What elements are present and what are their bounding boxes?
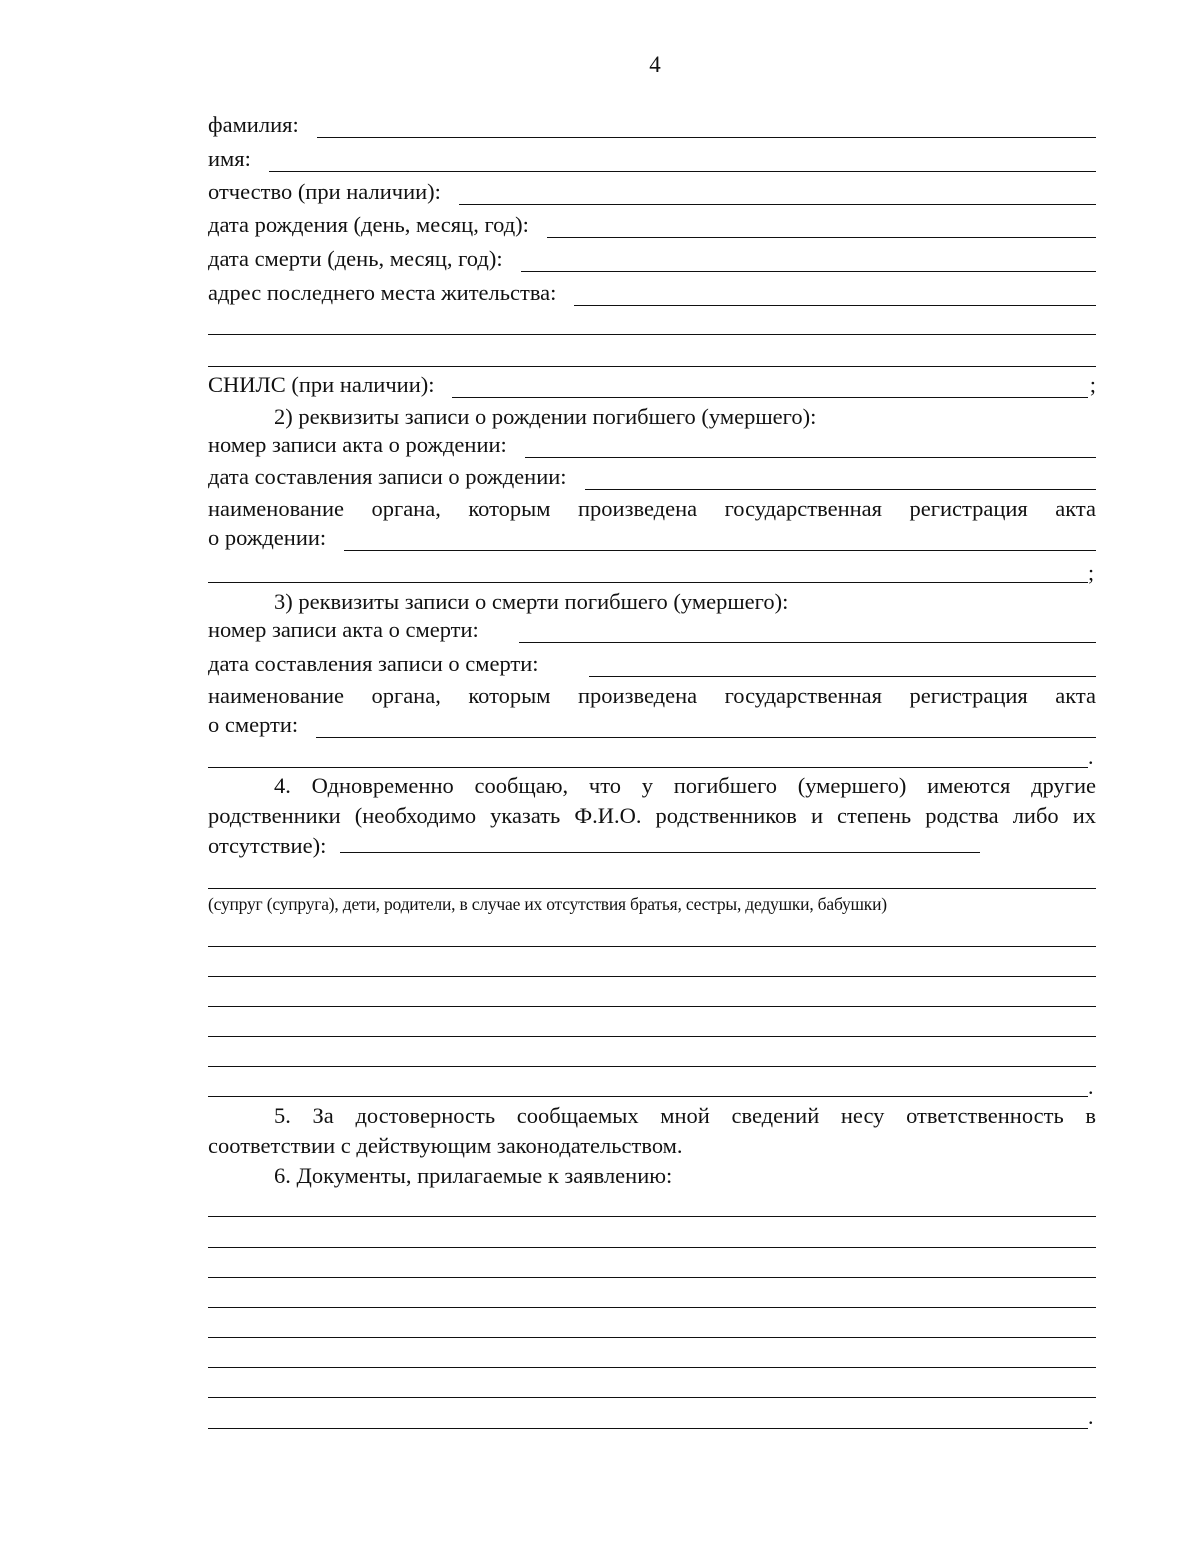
death-date-line[interactable] (521, 251, 1096, 272)
relatives-line-5[interactable] (208, 1006, 1096, 1007)
surname-field[interactable] (208, 112, 1096, 138)
name-line[interactable] (269, 151, 1096, 172)
death-record-number-label: номер записи акта о смерти: (208, 617, 479, 642)
documents-line-7[interactable] (208, 1397, 1096, 1398)
death-record-number-line[interactable] (519, 622, 1096, 643)
death-record-period: . (1088, 744, 1094, 769)
relatives-line-2[interactable] (208, 888, 1096, 889)
address-line-3[interactable] (208, 366, 1096, 367)
birth-record-heading: 2) реквизиты записи о рождении погибшего (умершего): (274, 404, 817, 429)
birth-record-number-line[interactable] (525, 437, 1096, 458)
documents-line-2[interactable] (208, 1247, 1096, 1248)
address-line-2[interactable] (208, 334, 1096, 335)
documents-label: 6. Документы, прилагаемые к заявлению: (274, 1163, 673, 1188)
documents-line-6[interactable] (208, 1367, 1096, 1368)
birth-date-label: дата рождения (день, месяц, год): (208, 212, 529, 237)
death-record-number-field[interactable] (208, 617, 1096, 643)
documents-line-4[interactable] (208, 1307, 1096, 1308)
name-field[interactable] (208, 146, 1096, 172)
birth-record-date-label: дата составления записи о рождении: (208, 464, 567, 489)
relatives-period: . (1088, 1074, 1094, 1099)
name-label: имя: (208, 146, 251, 171)
snils-line[interactable] (452, 377, 1087, 398)
death-date-field[interactable] (208, 246, 1096, 272)
documents-line-1[interactable] (208, 1216, 1096, 1217)
birth-date-line[interactable] (547, 217, 1096, 238)
birth-record-organ-line-2[interactable] (208, 582, 1088, 583)
death-record-heading: 3) реквизиты записи о смерти погибшего (умершего): (274, 589, 789, 614)
relatives-line-3[interactable] (208, 946, 1096, 947)
relatives-line-8[interactable] (208, 1096, 1088, 1097)
death-record-organ-line[interactable] (316, 717, 1096, 738)
death-record-date-label: дата составления записи о смерти: (208, 651, 539, 676)
patronymic-label: отчество (при наличии): (208, 179, 441, 204)
last-address-line[interactable] (574, 285, 1096, 306)
relatives-note: (супруг (супруга), дети, родители, в случае их отсутствия братья, сестры, дедушки, бабушки) (208, 894, 887, 914)
relatives-line-inline[interactable] (340, 834, 980, 853)
snils-semicolon: ; (1089, 372, 1096, 397)
birth-date-field[interactable] (208, 212, 1096, 238)
death-record-organ-tail: о смерти: (208, 712, 299, 737)
last-address-label: адрес последнего места жительства: (208, 280, 557, 305)
documents-period: . (1088, 1404, 1094, 1429)
death-record-organ-line-2[interactable] (208, 767, 1088, 768)
death-record-organ-field[interactable] (208, 712, 1096, 738)
snils-label: СНИЛС (при наличии): (208, 372, 435, 397)
birth-record-date-line[interactable] (585, 469, 1096, 490)
snils-field[interactable] (208, 372, 1096, 398)
birth-record-organ-field[interactable] (208, 525, 1096, 551)
birth-record-organ-tail: о рождении: (208, 525, 327, 550)
relatives-line-7[interactable] (208, 1066, 1096, 1067)
page-number: 4 (649, 52, 661, 77)
death-record-organ-text: наименование органа, которым произведена государственная регистрация акта (208, 683, 1096, 708)
birth-record-semicolon: ; (1088, 560, 1095, 585)
documents-line-3[interactable] (208, 1277, 1096, 1278)
death-record-date-line[interactable] (589, 656, 1096, 677)
surname-line[interactable] (317, 117, 1096, 138)
patronymic-line[interactable] (459, 184, 1096, 205)
documents-line-8[interactable] (208, 1428, 1088, 1429)
birth-record-date-field[interactable] (208, 464, 1096, 490)
relatives-line-6[interactable] (208, 1036, 1096, 1037)
patronymic-field[interactable] (208, 179, 1096, 205)
responsibility-paragraph: 5. За достоверность сообщаемых мной сведений несу ответственность в соответствии с действующим законодательством. (208, 1103, 1096, 1158)
death-record-date-field[interactable] (208, 651, 1096, 677)
death-date-label: дата смерти (день, месяц, год): (208, 246, 503, 271)
birth-record-organ-text: наименование органа, которым произведена государственная регистрация акта (208, 496, 1096, 521)
relatives-line-4[interactable] (208, 976, 1096, 977)
last-address-field[interactable] (208, 280, 1096, 306)
relatives-paragraph (208, 771, 1096, 861)
birth-record-organ-line[interactable] (344, 530, 1096, 551)
surname-label: фамилия: (208, 112, 299, 137)
relatives-text: 4. Одновременно сообщаю, что у погибшего (умершего) имеются другие родственники (необходимо указать Ф.И.О. родственников и степень родства либо их отсутствие): (208, 773, 1096, 858)
documents-line-5[interactable] (208, 1337, 1096, 1338)
birth-record-number-label: номер записи акта о рождении: (208, 432, 507, 457)
birth-record-number-field[interactable] (208, 432, 1096, 458)
